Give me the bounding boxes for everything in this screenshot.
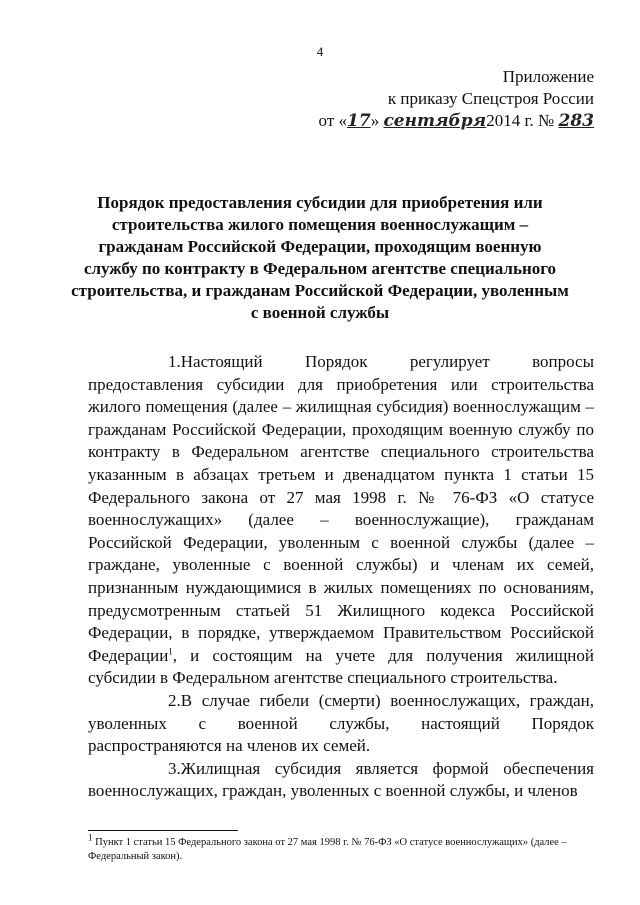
date-year: 2014 г. № xyxy=(486,111,555,130)
paragraph-number: 2. xyxy=(168,690,181,710)
paragraph-number: 3. xyxy=(168,758,181,778)
footnote-text: Пункт 1 статьи 15 Федерального закона от 27 мая 1998 г. № 76-ФЗ «О статусе военнослужащих» (далее – Федеральный закон). xyxy=(88,837,567,862)
footnote-marker: 1 xyxy=(88,832,93,843)
paragraph-text: В случае гибели (смерти) военнослужащих, граждан, уволенных с военной службы, настоящий Порядок распространяются на членов их семей. xyxy=(88,690,594,756)
paragraph-3 xyxy=(88,758,594,803)
footnote-divider xyxy=(88,830,238,831)
page-number: 4 xyxy=(316,44,324,59)
paragraph-2 xyxy=(88,690,594,758)
document-body xyxy=(88,351,594,803)
appendix-title: Приложение xyxy=(502,67,594,86)
date-prefix: от « xyxy=(318,111,348,130)
date-quote: » xyxy=(370,111,380,130)
paragraph-1 xyxy=(88,351,594,690)
footnote xyxy=(88,832,594,864)
paragraph-text: Жилищная субсидия является формой обеспечения военнослужащих, граждан, уволенных с военной службы, и членов xyxy=(88,758,594,801)
handwritten-number: 283 xyxy=(558,111,594,131)
appendix-date-line xyxy=(319,110,594,132)
appendix-order-ref: к приказу Спецстроя России xyxy=(387,89,594,108)
paragraph-text: Настоящий Порядок регулирует вопросы предоставления субсидии для приобретения или строительства жилого помещения (далее – жилищная субсидия) военнослужащим – гражданам Российской Федерации, проходящим военную службу по контракту в Федеральном агентстве специального строительства указанным в абзацах третьем и двенадцатом пункта 1 статьи 15 Федерального закона от 27 мая 1998 г. № 76-ФЗ «О статусе военнослужащих» (далее – военнослужащие), гражданам Российской Федерации, уволенным с военной службы (далее – граждане, уволенные с военной службы) и членам их семей, признанным нуждающимися в жилых помещениях по основаниям, предусмотренным статьей 51 Жилищного кодекса Российской Федерации, в порядке, утверждаемом Правительством Российской Федерации xyxy=(88,352,594,665)
paragraph-number: 1. xyxy=(168,352,181,371)
paragraph-text-cont: , и состоящим на учете для получения жилищной субсидии в Федеральном агентстве специального строительства. xyxy=(88,645,594,688)
document-title: Порядок предоставления субсидии для приобретения или строительства жилого помещения военнослужащим – гражданам Российской Федерации, проходящим военную службу по контракту в Федеральном агентстве специального строительства, и гражданам Российской Федерации, уволенным с военной службы xyxy=(71,193,569,322)
handwritten-month: сентября xyxy=(383,111,487,131)
appendix-header xyxy=(319,66,594,132)
handwritten-day: 17 xyxy=(347,111,371,131)
footnote-reference: 1 xyxy=(168,646,173,657)
